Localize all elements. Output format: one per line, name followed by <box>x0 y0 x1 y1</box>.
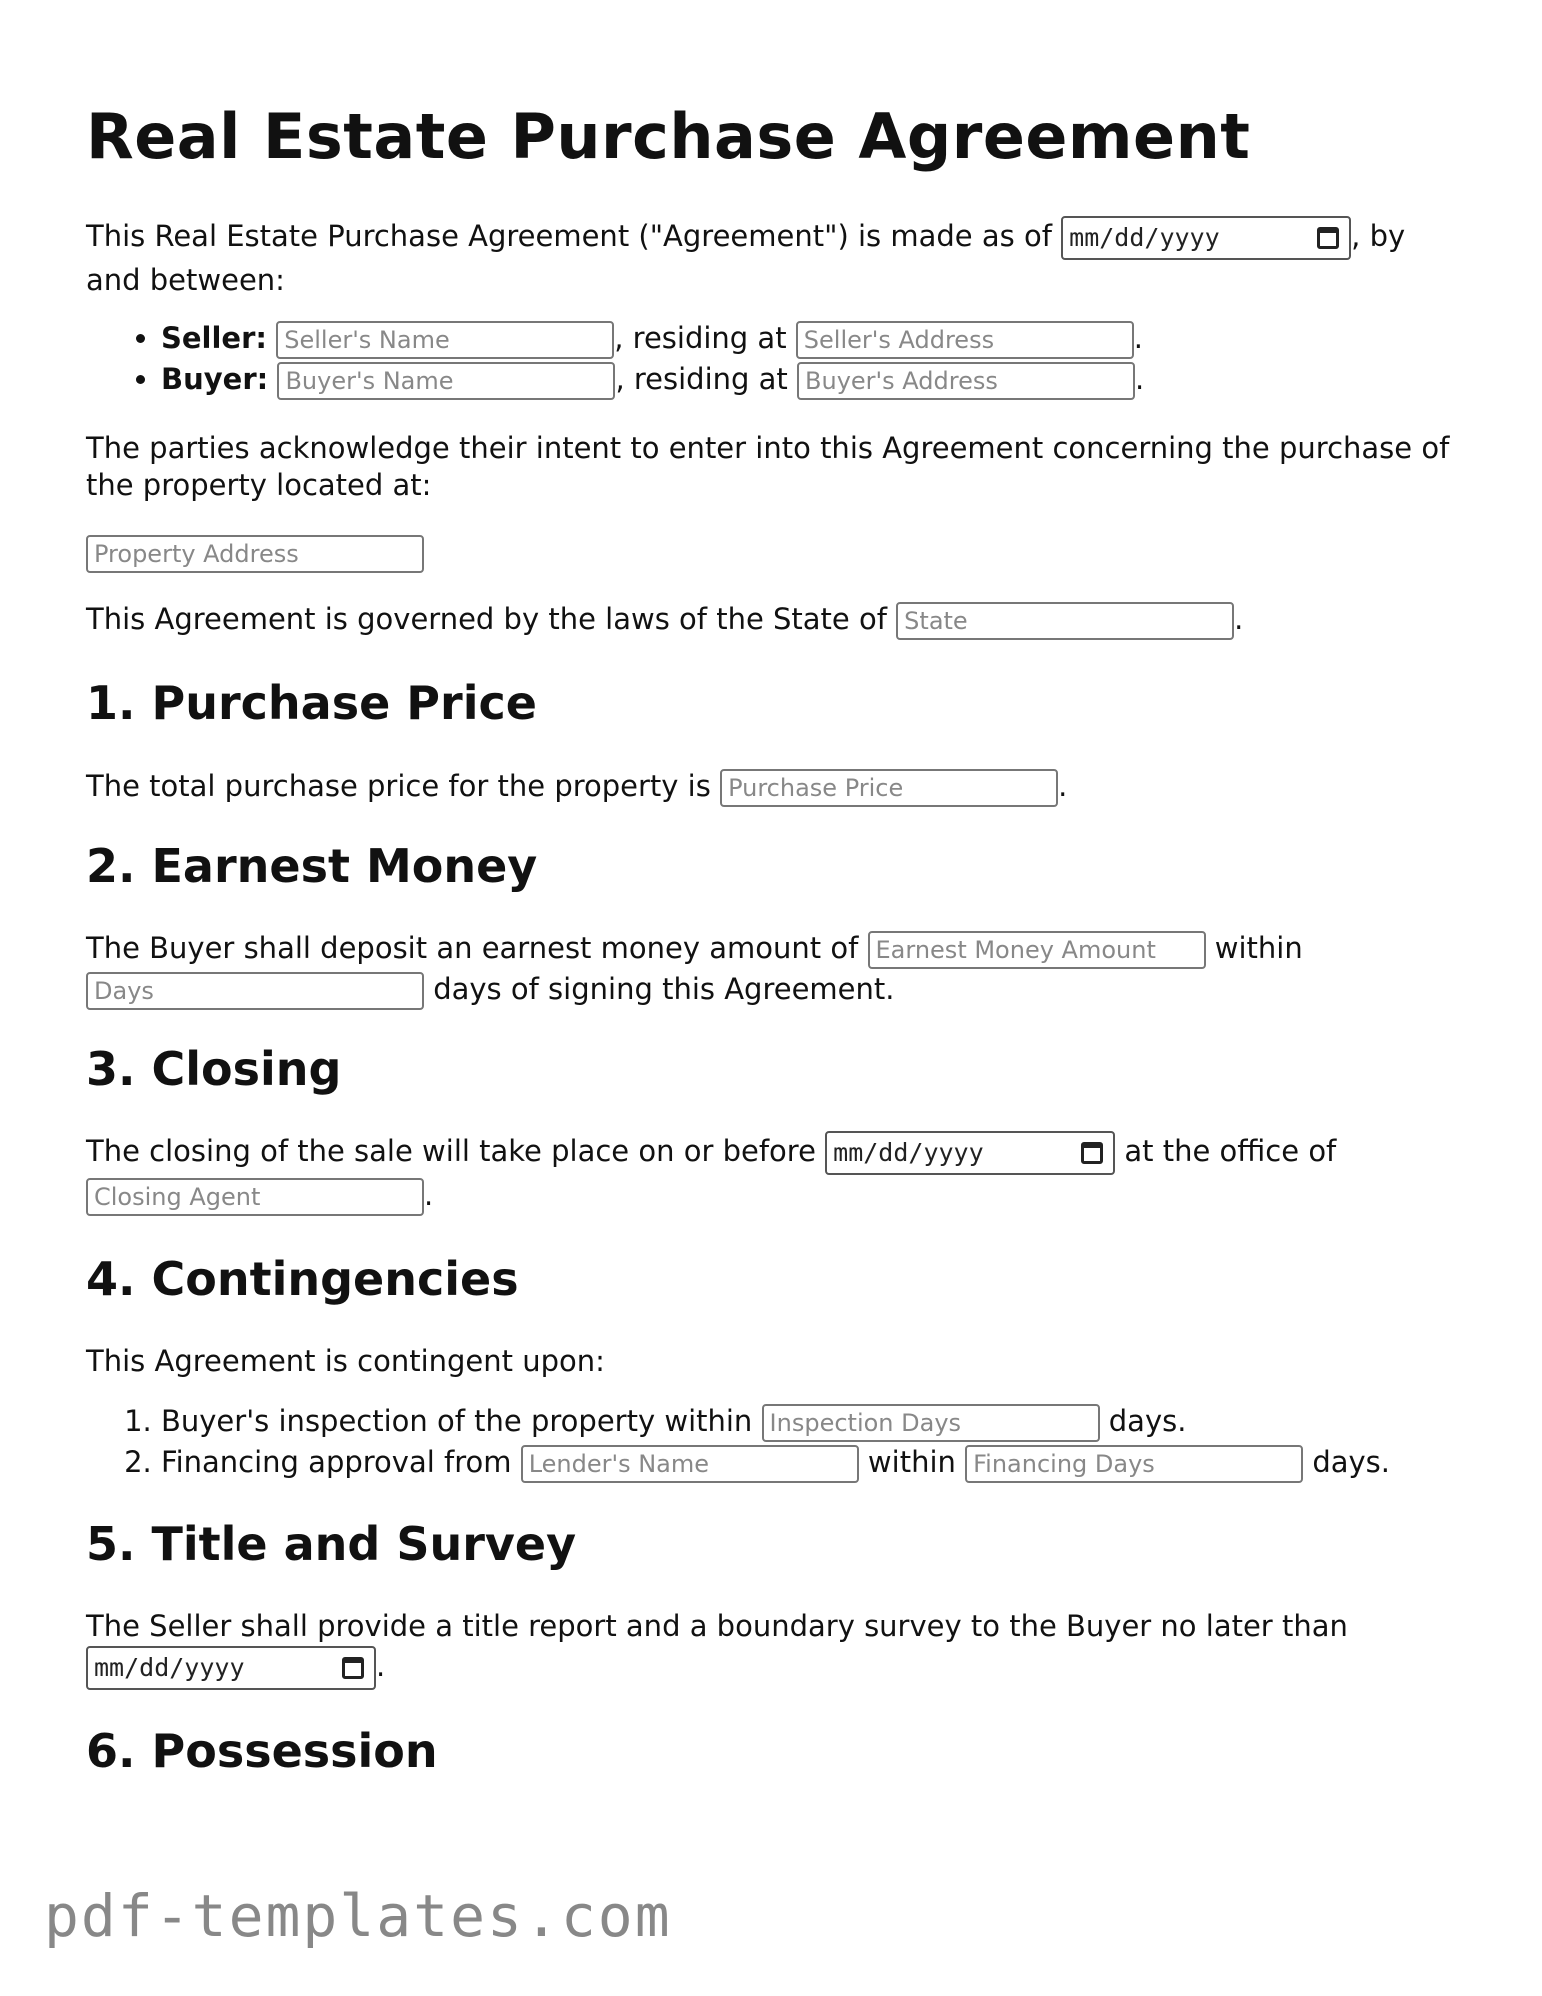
purchase-price-input[interactable] <box>720 769 1058 807</box>
page-title: Real Estate Purchase Agreement <box>86 100 1251 173</box>
earnest-text-2: within <box>1214 930 1303 965</box>
closing-paragraph: The closing of the sale will take place on or before mm/dd/yyyy at the office of Closing Agent . <box>86 1131 1456 1216</box>
contingencies-intro: This Agreement is contingent upon: <box>86 1344 605 1379</box>
financing-mid: within <box>867 1445 956 1480</box>
title-survey-date-input[interactable] <box>86 1646 376 1690</box>
earnest-money-heading: 2. Earnest Money <box>86 838 538 893</box>
calendar-icon[interactable] <box>1317 227 1339 249</box>
closing-date-input[interactable] <box>825 1131 1115 1175</box>
financing-suffix: days. <box>1312 1445 1390 1480</box>
purchase-price-text: The total purchase price for the property is <box>86 768 711 803</box>
property-address-row <box>86 532 1456 573</box>
intro-text: This Real Estate Purchase Agreement ("Agreement") is made as of <box>86 219 1052 254</box>
calendar-icon[interactable] <box>342 1657 364 1679</box>
agreement-date-input[interactable] <box>1061 216 1351 260</box>
inspection-days-input[interactable] <box>762 1404 1100 1442</box>
closing-text-1: The closing of the sale will take place on or before <box>86 1133 816 1168</box>
buyer-label: Buyer: <box>161 362 269 397</box>
title-survey-text: The Seller shall provide a title report and a boundary survey to the Buyer no later than <box>86 1609 1348 1644</box>
date-placeholder: mm/dd/yyyy <box>833 1137 984 1167</box>
earnest-amount-input[interactable] <box>868 931 1206 969</box>
seller-address-input[interactable] <box>796 321 1134 359</box>
document-page <box>86 100 1456 1780</box>
earnest-days-input[interactable] <box>86 972 424 1010</box>
contingency-financing <box>161 1442 1456 1483</box>
earnest-text-1: The Buyer shall deposit an earnest money amount of <box>86 930 859 965</box>
date-placeholder: mm/dd/yyyy <box>1069 223 1220 253</box>
financing-days-input[interactable] <box>965 1445 1303 1483</box>
purchase-price-paragraph: The total purchase price for the property is Purchase Price . <box>86 766 1456 807</box>
closing-agent-input[interactable] <box>86 1178 424 1216</box>
property-address-input[interactable] <box>86 535 424 573</box>
seller-label: Seller: <box>161 321 268 356</box>
governing-paragraph: This Agreement is governed by the laws of the State of State . <box>86 599 1456 640</box>
possession-heading: 6. Possession <box>86 1724 438 1779</box>
governing-text: This Agreement is governed by the laws of the State of <box>86 602 887 637</box>
intro-paragraph <box>86 216 1456 300</box>
contingencies-list <box>86 1401 1456 1483</box>
buyer-name-input[interactable] <box>277 362 615 400</box>
closing-heading: 3. Closing <box>86 1041 342 1096</box>
inspection-text: Buyer's inspection of the property within <box>161 1404 753 1439</box>
closing-text-2: at the office of <box>1124 1133 1337 1168</box>
seller-residing-text: , residing at <box>614 321 787 356</box>
purchase-price-heading: 1. Purchase Price <box>86 676 537 731</box>
parties-list <box>86 318 1456 400</box>
buyer-item: • Buyer: Buyer's Name , residing at Buyer's Address . <box>161 359 1456 400</box>
intro-text-after: , by and between: <box>86 219 1406 298</box>
watermark: pdf-templates.com <box>44 1882 672 1950</box>
title-survey-paragraph: The Seller shall provide a title report and a boundary survey to the Buyer no later than mm/dd/yyyy . <box>86 1606 1456 1690</box>
earnest-text-3: days of signing this Agreement. <box>433 971 895 1006</box>
earnest-money-paragraph <box>86 928 1456 1010</box>
seller-item: • Seller: Seller's Name , residing at Seller's Address . <box>161 318 1456 359</box>
date-placeholder: mm/dd/yyyy <box>94 1653 245 1683</box>
buyer-address-input[interactable] <box>797 362 1135 400</box>
property-paragraph: The parties acknowledge their intent to enter into this Agreement concerning the purchase of the property located at: <box>86 431 1450 503</box>
title-survey-heading: 5. Title and Survey <box>86 1517 577 1572</box>
financing-text: Financing approval from <box>161 1445 512 1480</box>
buyer-residing-text: , residing at <box>615 362 788 397</box>
inspection-suffix: days. <box>1108 1404 1187 1439</box>
state-input[interactable] <box>896 602 1234 640</box>
contingencies-heading: 4. Contingencies <box>86 1251 519 1306</box>
lender-name-input[interactable] <box>521 1445 859 1483</box>
contingency-inspection <box>161 1401 1456 1442</box>
seller-name-input[interactable] <box>276 321 614 359</box>
calendar-icon[interactable] <box>1081 1142 1103 1164</box>
